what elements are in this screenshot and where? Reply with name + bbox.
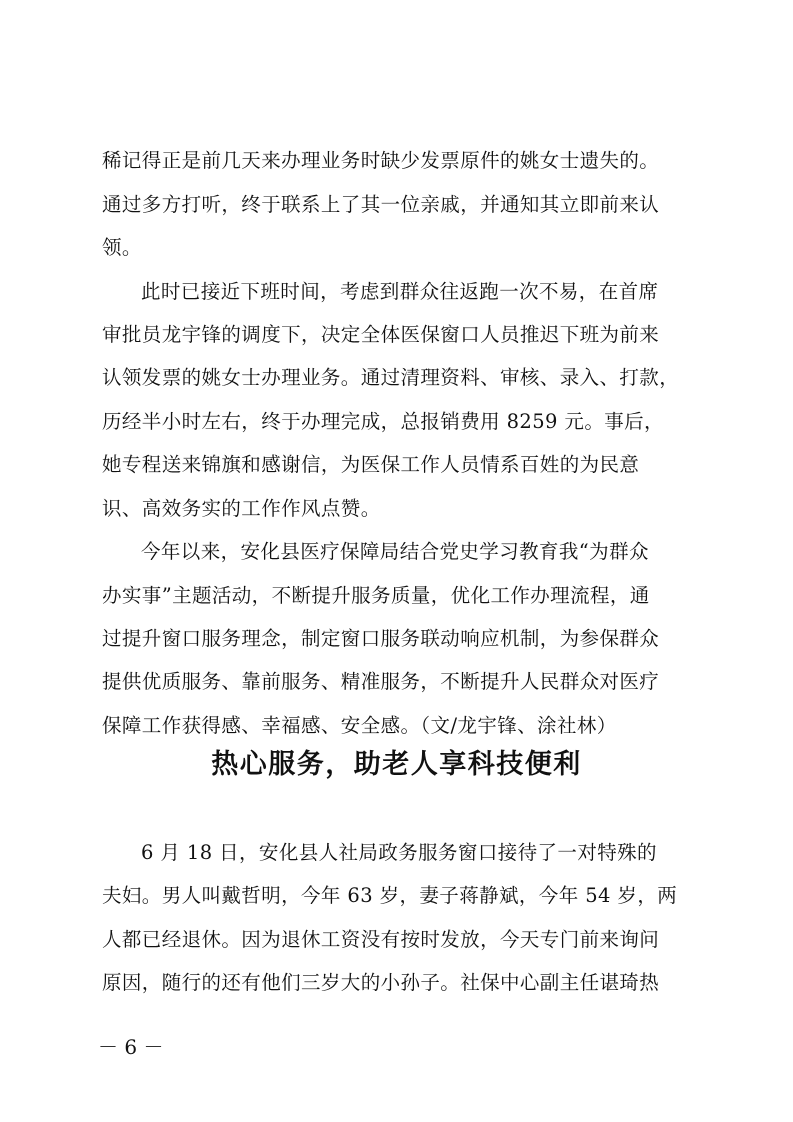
paragraph-line: 提供优质服务、靠前服务、精准服务，不断提升人民群众对医疗 xyxy=(102,670,660,693)
paragraph-line: 6 月 18 日，安化县人社局政务服务窗口接待了一对特殊的 xyxy=(141,841,657,864)
paragraph-line: 审批员龙宇锋的调度下，决定全体医保窗口人员推迟下班为前来 xyxy=(102,323,660,346)
paragraph-line: 人都已经退休。因为退休工资没有按时发放，今天专门前来询问 xyxy=(102,928,660,951)
paragraph-line: 认领发票的姚女士办理业务。通过清理资料、审核、录入、打款， xyxy=(102,366,680,389)
paragraph-line: 历经半小时左右，终于办理完成，总报销费用 8259 元。事后， xyxy=(102,410,664,433)
page-number: － 6 － xyxy=(98,1035,164,1059)
paragraph-line: 此时已接近下班时间，考虑到群众往返跑一次不易，在首席 xyxy=(141,280,659,303)
paragraph-line: 识、高效务实的工作作风点赞。 xyxy=(102,497,381,520)
paragraph-line: 过提升窗口服务理念，制定窗口服务联动响应机制，为参保群众 xyxy=(102,627,660,650)
paragraph-line: 今年以来，安化县医疗保障局结合党史学习教育我“为群众 xyxy=(141,540,649,563)
paragraph-line: 办实事”主题活动，不断提升服务质量，优化工作办理流程，通 xyxy=(102,584,650,607)
paragraph-line: 领。 xyxy=(102,236,142,259)
paragraph-line: 原因，随行的还有他们三岁大的小孙子。社保中心副主任谌琦热 xyxy=(102,971,660,994)
paragraph-line: 通过多方打听，终于联系上了其一位亲戚，并通知其立即前来认 xyxy=(102,193,660,216)
paragraph-line: 她专程送来锦旗和感谢信，为医保工作人员情系百姓的为民意 xyxy=(102,453,640,476)
paragraph-line: 稀记得正是前几天来办理业务时缺少发票原件的姚女士遗失的。 xyxy=(102,149,660,172)
section-heading: 热心服务，助老人享科技便利 xyxy=(211,749,582,780)
paragraph-line: 夫妇。男人叫戴哲明，今年 63 岁，妻子蒋静斌，今年 54 岁，两 xyxy=(102,884,678,907)
paragraph-line: 保障工作获得感、幸福感、安全感。（文/龙宇锋、涂社林） xyxy=(102,714,617,737)
